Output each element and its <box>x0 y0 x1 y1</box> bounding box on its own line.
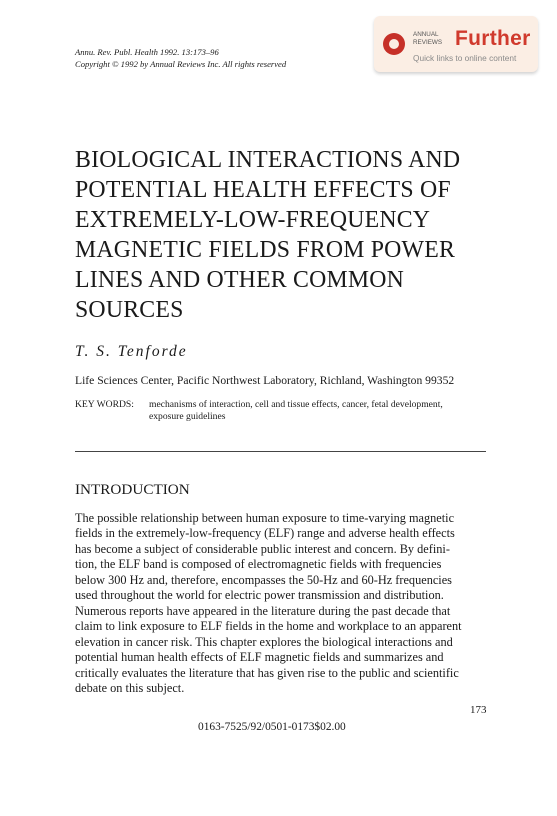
paragraph-line: debate on this subject. <box>75 680 185 695</box>
section-divider <box>75 451 486 452</box>
introduction-paragraph <box>75 511 486 696</box>
section-heading-introduction: INTRODUCTION <box>75 481 190 498</box>
keywords-line-2: exposure guidelines <box>149 411 226 422</box>
further-tagline: Quick links to online content <box>413 53 517 63</box>
annual-reviews-logo-icon <box>383 33 405 55</box>
article-code: 0163-7525/92/0501-0173$02.00 <box>198 721 346 733</box>
title-line: SOURCES <box>75 297 184 323</box>
paragraph-line: fields in the extremely-low-frequency (ELF) range and adverse health effects <box>75 526 455 541</box>
paragraph-line: tion, the ELF band is composed of electromagnetic fields with frequencies <box>75 557 442 572</box>
paragraph-line: below 300 Hz and, therefore, encompasses the 50-Hz and 60-Hz frequencies <box>75 572 452 587</box>
paragraph-line: critically evaluates the literature that has given rise to the public and scientific <box>75 665 459 680</box>
title-line: POTENTIAL HEALTH EFFECTS OF <box>75 177 451 203</box>
paragraph-line: The possible relationship between human exposure to time-varying magnetic <box>75 511 455 525</box>
paragraph-line: claim to link exposure to ELF fields in the home and workplace to an apparent <box>75 619 462 634</box>
keywords-line-1: mechanisms of interaction, cell and tissue effects, cancer, fetal development, <box>149 399 443 410</box>
citation-line-2: Copyright © 1992 by Annual Reviews Inc. All rights reserved <box>75 58 287 69</box>
further-label: Further <box>455 27 531 50</box>
keywords-label: KEY WORDS: <box>75 399 134 410</box>
title-line: MAGNETIC FIELDS FROM POWER <box>75 237 456 263</box>
title-line: LINES AND OTHER COMMON <box>75 267 404 293</box>
paragraph-line: elevation in cancer risk. This chapter explores the biological interactions and <box>75 634 453 649</box>
citation-line-1: Annu. Rev. Publ. Health 1992. 13:173–96 <box>75 47 219 57</box>
title-line: BIOLOGICAL INTERACTIONS AND <box>75 147 461 173</box>
paragraph-line: has become a subject of considerable public interest and concern. By defini- <box>75 541 450 556</box>
paragraph-line: potential human health effects of ELF magnetic fields and summarizes and <box>75 650 444 665</box>
paragraph-line: Numerous reports have appeared in the literature during the past decade that <box>75 603 451 618</box>
author-affiliation: Life Sciences Center, Pacific Northwest Laboratory, Richland, Washington 99352 <box>75 374 455 387</box>
further-badge[interactable] <box>374 16 538 72</box>
journal-citation <box>75 47 286 70</box>
annual-reviews-label: ANNUAL REVIEWS <box>413 31 443 46</box>
title-line: EXTREMELY-LOW-FREQUENCY <box>75 207 431 233</box>
author-name: T. S. Tenforde <box>75 343 188 360</box>
page-number: 173 <box>470 704 487 716</box>
article-title <box>75 145 515 325</box>
keywords-list <box>149 399 489 423</box>
paragraph-line: used throughout the world for electric power transmission and distribution. <box>75 588 444 603</box>
